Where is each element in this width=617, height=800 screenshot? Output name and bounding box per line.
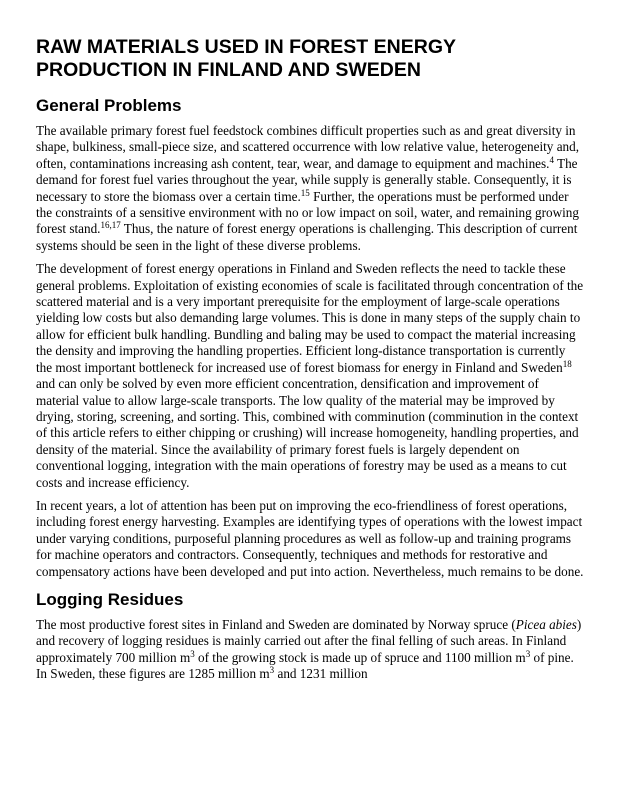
- paragraph-general-3: In recent years, a lot of attention has been put on improving the eco-friendliness of forest operations, including forest energy harvesting. Examples are identifying types of operations with the lowest impact under varying conditions, purposeful planning procedures as well as follow-up and training programs for machine operators and contractors. Consequently, techniques and methods for restorative and compensatory actions have been developed and put into action. Nevertheless, much remains to be done.: [36, 497, 584, 579]
- text-run: The available primary forest fuel feedstock combines difficult properties such as and great diversity in shape, bulkiness, small-piece size, and scattered occurrence with low relative value, heterogeneity and, often, contaminations increasing ash content, tear, wear, and damage to equipment and machines.: [36, 123, 580, 171]
- text-run: and 1231 million: [274, 666, 368, 682]
- paragraph-general-2: [36, 261, 584, 491]
- text-run: and can only be solved by even more efficient concentration, densification and improvement of material value to allow large-scale transports. The low quality of the material may be improved by drying, storing, screening, and sorting. This, combined with comminution (comminution in the context of this article refers to either chipping or crushing) will increase homogeneity, handling properties, and density of the material. Since the availability of primary forest fuels is largely dependent on conventional logging, integration with the main operations of forestry may be used as a means to cut costs and increase efficiency.: [36, 376, 579, 490]
- section-heading-general-problems: General Problems: [36, 96, 182, 115]
- unit-exponent: 3: [190, 648, 195, 659]
- text-run: of the growing stock is made up of spruce and 1100 million m: [194, 649, 526, 665]
- text-run: Thus, the nature of forest energy operations is challenging. This description of current systems should be seen in the light of these diverse problems.: [36, 221, 578, 253]
- citation-ref: 16,17: [100, 220, 121, 231]
- citation-ref: 18: [562, 358, 572, 369]
- paragraph-logging-1: [36, 617, 584, 683]
- unit-exponent: 3: [525, 648, 531, 659]
- text-run: The demand for forest fuel varies throughout the year, while supply is generally stable. Consequently, it is necessary to store the biomass over a certain time.: [36, 155, 578, 204]
- text-run: of pine. In Sweden, these figures are 1285 million m: [36, 649, 574, 682]
- document-title: RAW MATERIALS USED IN FOREST ENERGY PRODUCTION IN FINLAND AND SWEDEN: [36, 36, 456, 81]
- section-heading-logging-residues: Logging Residues: [36, 589, 184, 609]
- text-run: The most productive forest sites in Finland and Sweden are dominated by Norway spruce (: [36, 616, 516, 632]
- text-run: Further, the operations must be performed under the constraints of a sensitive environment with no or low impact on soil, water, and remaining growing forest stand.: [36, 188, 579, 237]
- species-name: Picea abies: [515, 616, 577, 632]
- text-run: ) and recovery of logging residues is mainly carried out after the final felling of such areas. In Finland approximately 700 million m: [36, 616, 582, 665]
- citation-ref: 15: [300, 187, 310, 198]
- document-page: [36, 36, 584, 690]
- citation-ref: 4: [549, 154, 554, 165]
- text-run: The development of forest energy operations in Finland and Sweden reflects the need to tackle these general problems. Exploitation of existing economies of scale is facilitated through concentration of the scattered material and is a very important prerequisite for the employment of large-scale operations yielding low costs but also demanding large volumes. This is done in many steps of the supply chain to allow for efficient bulk handling. Bundling and baling may be used to compact the material increasing the density and improving the handling properties. Efficient long-distance transportation is currently the most important bottleneck for increased use of forest biomass for energy in Finland and Sweden: [36, 261, 584, 375]
- unit-exponent: 3: [269, 665, 275, 676]
- paragraph-general-1: [36, 123, 584, 254]
